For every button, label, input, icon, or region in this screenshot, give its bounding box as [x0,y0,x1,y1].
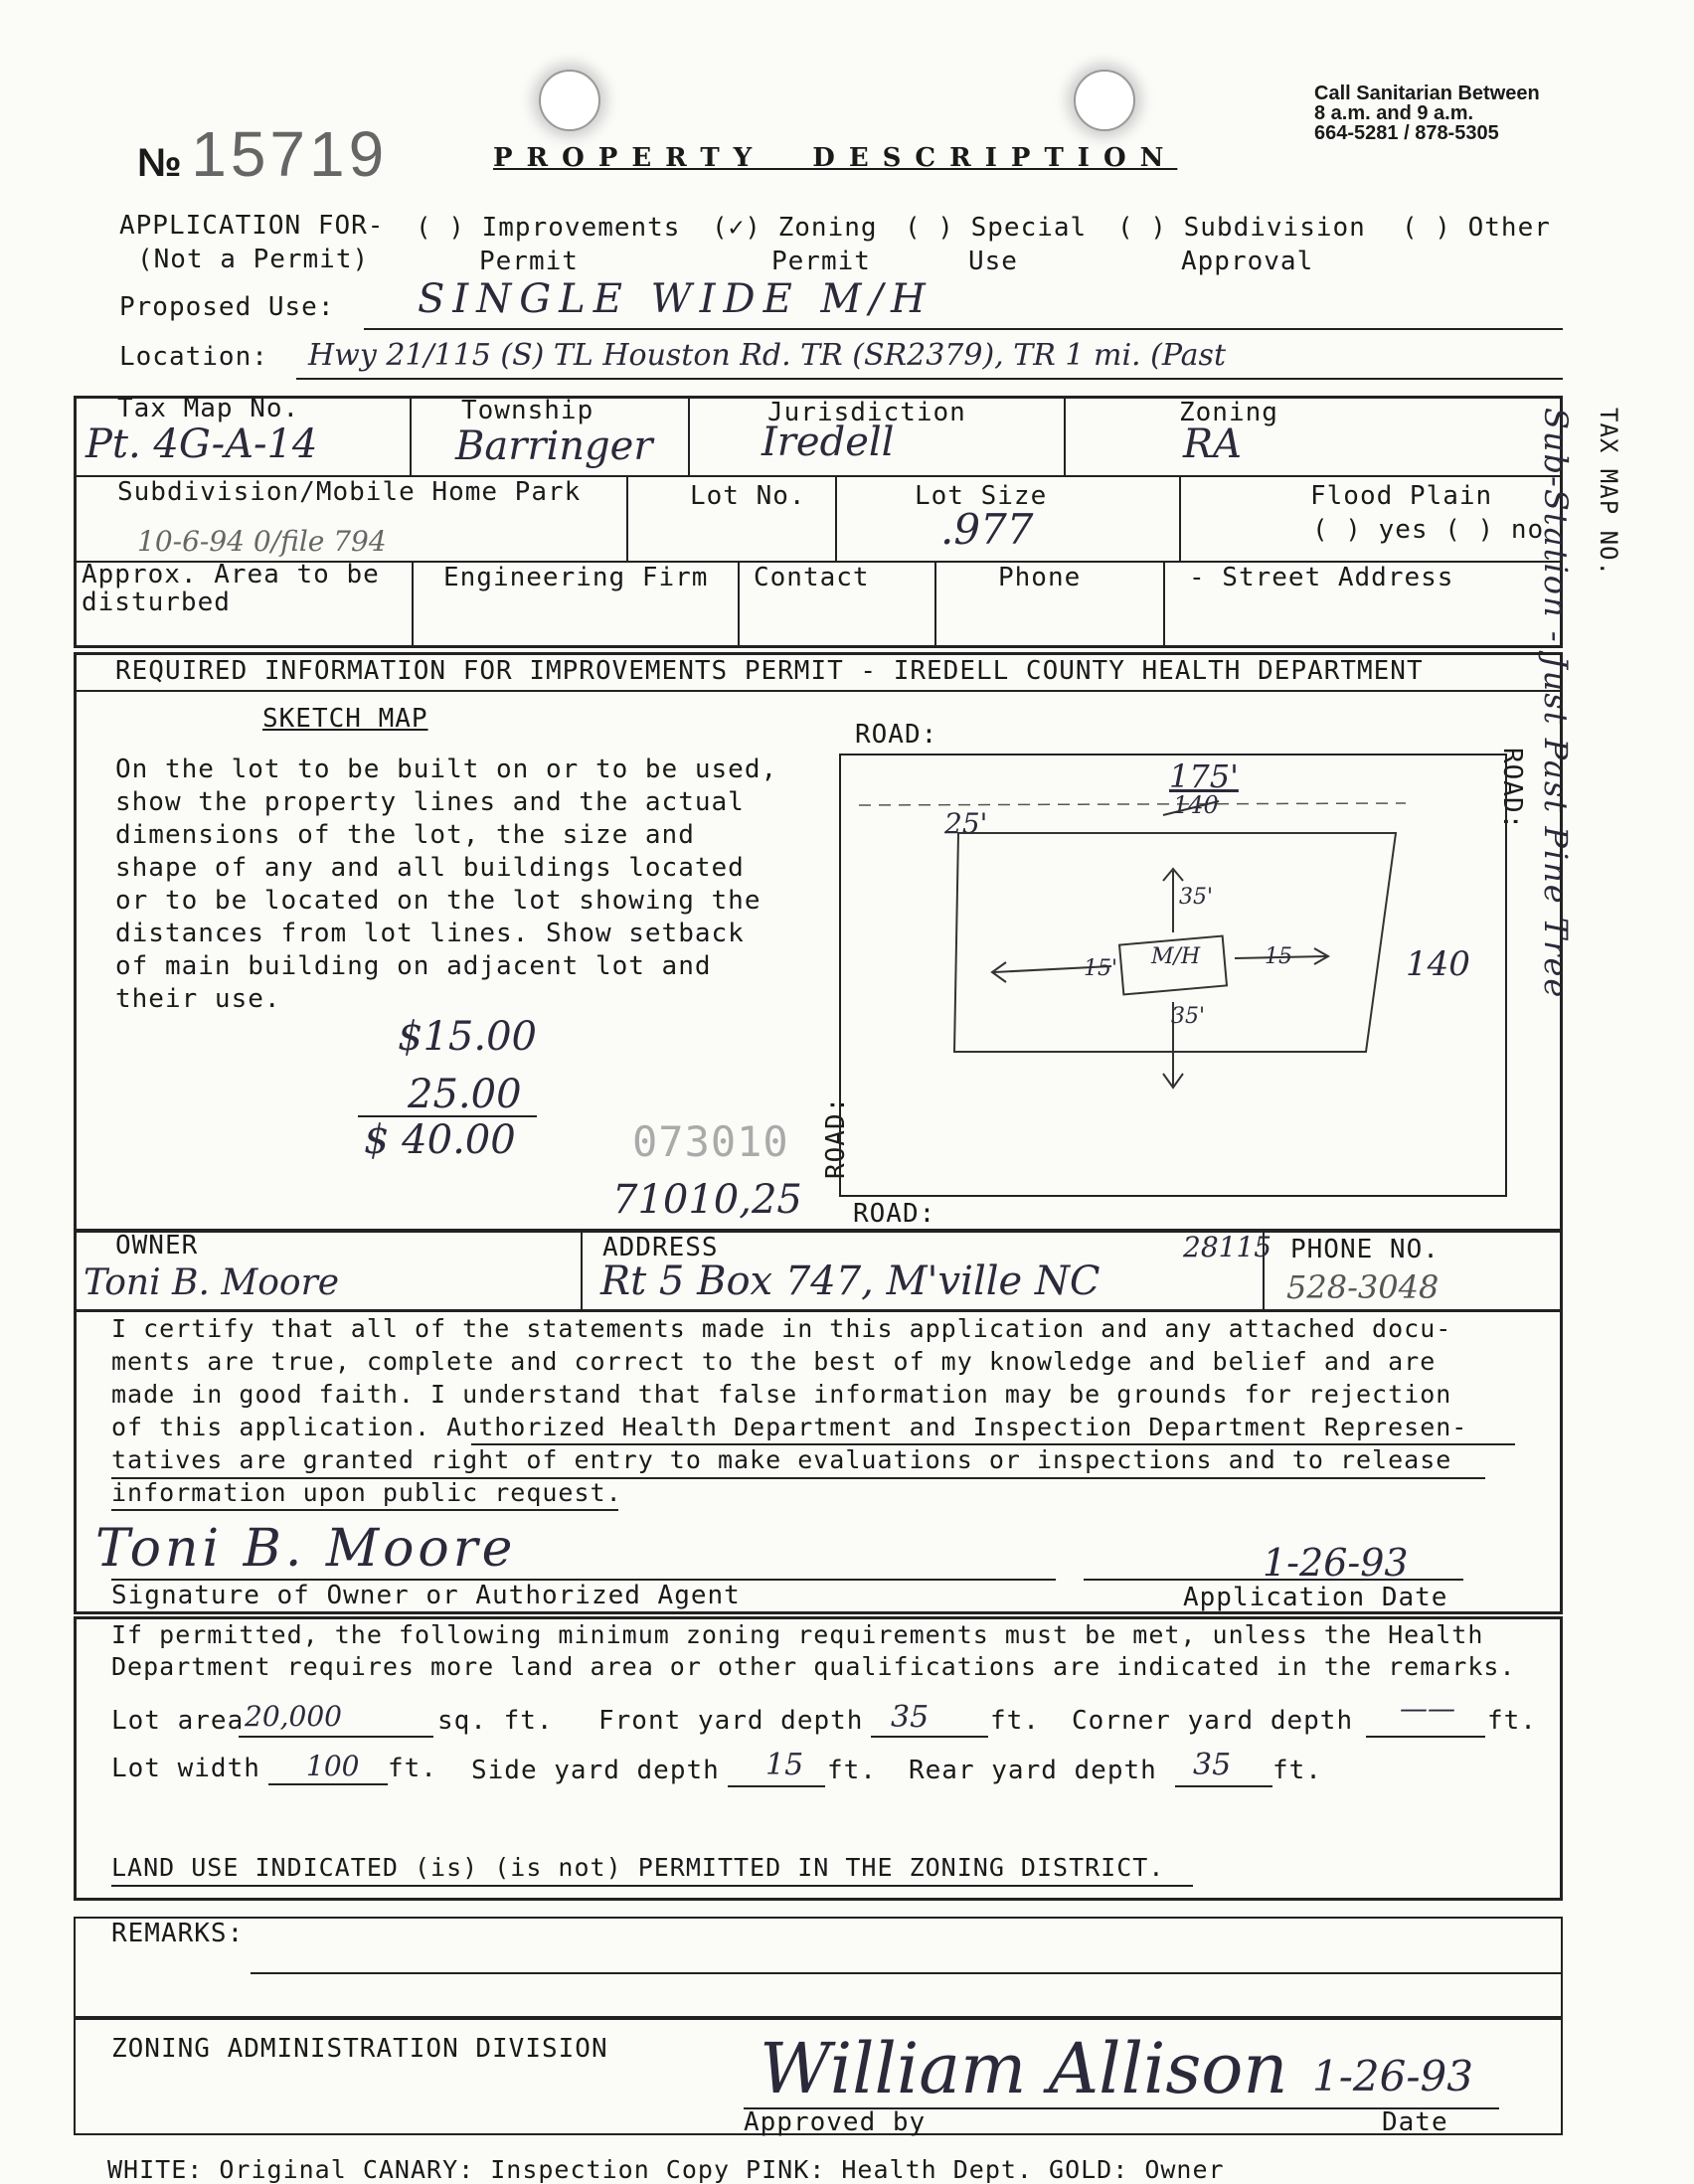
col-divider [1179,475,1181,561]
location-value[interactable]: Hwy 21/115 (S) TL Houston Rd. TR (SR2379), TR 1 mi. (Past [308,338,1226,373]
address-value[interactable]: Rt 5 Box 747, M'ville NC [600,1259,1101,1304]
contact-label: Contact [754,563,870,592]
area-label-1: Approx. Area to be [82,560,380,589]
option-label: Improvements [481,213,681,243]
road-label-right: ROAD: [1497,748,1527,831]
remarks-line [251,1972,1561,1974]
proposed-use-line [364,328,1563,330]
col-divider [626,475,628,561]
application-for-line2: (Not a Permit) [137,245,370,274]
approver-signature[interactable]: William Allison [760,2028,1288,2109]
application-for-label [119,209,384,276]
fee-total: $ 40.00 [364,1117,516,1163]
col-divider [738,561,740,648]
sketch-top-dim-struck: 140 [1173,791,1219,819]
call-line-2: 8 a.m. and 9 a.m. [1314,102,1474,124]
fee-1: $15.00 [398,1014,537,1060]
flood-plain-options[interactable]: ( ) yes ( ) no [1312,515,1545,545]
call-sanitarian [1314,84,1540,143]
lot-width-unit: ft. [388,1754,437,1783]
location-line [296,378,1563,380]
sketch-left-side: 15' [1084,956,1118,981]
cert-line: of this application. Authorized Health Department and Inspection Department Represen- [111,1413,1468,1441]
option-label: Subdivision [1183,213,1366,243]
cert-line: made in good faith. I understand that false information may be grounds for rejection [111,1380,1452,1409]
address-label: ADDRESS [602,1233,719,1262]
cert-line: ments are true, complete and correct to the best of my knowledge and belief and are [111,1347,1437,1376]
option-mark: ( ) [1117,213,1167,243]
lot-area-value[interactable]: 20,000 [245,1700,342,1733]
cert-line: information upon public request. [111,1478,622,1507]
col-divider [410,396,412,475]
cert-line: I certify that all of the statements made in this application and any attached docu- [111,1314,1452,1343]
option-label-2: Permit [479,247,579,276]
area-label-2: disturbed [82,588,231,617]
side-yard-label: Side yard depth [471,1756,720,1785]
lot-width-line [268,1783,388,1785]
instruction-line: shape of any and all buildings located [115,853,745,883]
zoning-req-line1: If permitted, the following minimum zoning requirements must be met, unless the Health [111,1620,1484,1649]
application-date-label: Application Date [1183,1583,1448,1612]
sketch-map-title: SKETCH MAP [262,704,428,734]
option-mark: ( ) [416,213,465,243]
side-yard-line [728,1785,825,1787]
col-divider [412,561,414,648]
side-yard-unit: ft. [827,1756,877,1785]
sketch-instructions [115,754,777,1016]
township-label: Township [461,396,594,425]
proposed-use-value[interactable]: SINGLE WIDE M/H [418,276,933,322]
sketch-rear-setback: 35' [1171,1004,1206,1029]
owner-signature[interactable]: Toni B. Moore [95,1519,517,1579]
option-label: Zoning [777,213,878,243]
road-label-top: ROAD: [855,720,938,750]
option-other[interactable] [1402,211,1551,245]
instruction-line: show the property lines and the actual [115,787,745,817]
owner-divider [581,1229,583,1312]
option-mark: ( ) [905,213,954,243]
option-zoning[interactable] [712,211,878,278]
col-divider [1064,396,1066,475]
flood-plain-label: Flood Plain [1310,481,1493,511]
side-tax-map-label: TAX MAP NO. [1595,408,1622,577]
lot-no-label: Lot No. [690,481,806,511]
side-handwritten-note: Sub-Station - Just Past Pine Tree [1537,408,1575,1000]
lot-width-value[interactable]: 100 [306,1750,360,1782]
application-date-value[interactable]: 1-26-93 [1263,1541,1409,1585]
punch-hole-right [1074,70,1135,131]
sketch-left-dim: 25' [944,807,988,840]
owner-value[interactable]: Toni B. Moore [84,1262,340,1303]
zoning-division-label: ZONING ADMINISTRATION DIVISION [111,2034,608,2064]
approval-date-label: Date [1382,2107,1448,2137]
lot-top-line [859,803,1406,805]
application-for-line1: APPLICATION FOR- [119,211,385,241]
option-subdivision[interactable] [1117,211,1366,278]
street-address-label: - Street Address [1189,563,1454,592]
phone-no-value[interactable]: 528-3048 [1286,1268,1440,1306]
owner-label: OWNER [115,1231,199,1260]
instruction-line: or to be located on the lot showing the [115,886,762,916]
area-disturbed-label [82,561,380,616]
sketch-right-dim: 140 [1406,944,1470,984]
option-label-2: Approval [1181,247,1314,276]
side-yard-value[interactable]: 15 [765,1748,804,1782]
col-divider [688,396,690,475]
sketch-home-label: M/H [1151,944,1201,969]
engineering-firm-label: Engineering Firm [443,563,709,592]
lot-size-value[interactable]: .977 [940,505,1034,554]
rear-yard-line [1175,1785,1272,1787]
number-value: 15719 [191,118,389,190]
rear-yard-value[interactable]: 35 [1193,1748,1232,1782]
road-label-left: ROAD: [821,1095,851,1179]
front-yard-value[interactable]: 35 [891,1700,930,1735]
col-divider [1163,561,1165,648]
zoning-req-line2: Department requires more land area or other qualifications are indicated in the remarks. [111,1652,1516,1681]
lot-width-label: Lot width [111,1754,260,1783]
jurisdiction-value[interactable]: Iredell [762,420,895,465]
col-divider [835,475,837,561]
copy-distribution-footer: WHITE: Original CANARY: Inspection Copy PINK: Health Dept. GOLD: Owner [107,2155,1225,2184]
date-line [1084,1579,1463,1581]
remarks-label: REMARKS: [111,1919,245,1948]
land-use-statement: LAND USE INDICATED (is) (is not) PERMITTED IN THE ZONING DISTRICT. [111,1853,1165,1882]
certification-text [111,1312,1467,1509]
option-label: Special [970,213,1088,243]
option-label: Other [1467,213,1551,243]
rear-yard-unit: ft. [1272,1756,1322,1785]
required-heading: REQUIRED INFORMATION FOR IMPROVEMENTS PERMIT - IREDELL COUNTY HEALTH DEPARTMENT [115,656,1424,686]
front-yard-unit: ft. [990,1706,1040,1736]
township-value[interactable]: Barringer [455,423,653,469]
signature-label: Signature of Owner or Authorized Agent [111,1581,741,1610]
page-title: PROPERTY DESCRIPTION [493,143,1178,173]
option-label-2: Use [968,247,1018,276]
subdivision-value[interactable]: 10-6-94 0/file 794 [137,525,387,558]
subdivision-label: Subdivision/Mobile Home Park [117,477,582,507]
option-special-use[interactable] [905,211,1087,278]
cert-underline [471,1443,1515,1445]
jurisdiction-label: Jurisdiction [767,398,966,427]
corner-yard-value[interactable]: —— [1400,1692,1455,1725]
form-number [137,117,388,191]
remarks-box [74,1917,1563,2018]
lot-area-label: Lot area [111,1706,245,1736]
corner-yard-unit: ft. [1487,1706,1537,1736]
punch-hole-left [539,70,600,131]
cert-underline [111,1509,618,1511]
sqft-unit: sq. ft. [437,1706,554,1736]
approved-by-label: Approved by [744,2107,927,2137]
tax-map-label: Tax Map No. [117,394,300,423]
col-divider [934,561,936,648]
option-mark: (✓) [712,213,762,243]
sketch-right-side: 15 [1265,944,1292,969]
sketch-front-setback: 35' [1179,885,1214,910]
call-line-1: Call Sanitarian Between [1314,83,1540,104]
fee-2: 25.00 [408,1072,522,1117]
receipt-number: 71010,25 [612,1177,802,1223]
corner-yard-line [1366,1736,1485,1738]
front-yard-label: Front yard depth [598,1706,864,1736]
phone-no-label: PHONE NO. [1290,1235,1440,1264]
date-stamp: 073010 [632,1117,789,1166]
corner-yard-label: Corner yard depth [1072,1706,1354,1736]
zoning-value[interactable]: RA [1183,421,1243,467]
zoning-label: Zoning [1179,398,1278,427]
rear-yard-label: Rear yard depth [909,1756,1157,1785]
instruction-line: dimensions of the lot, the size and [115,820,695,850]
option-label-2: Permit [771,247,871,276]
sketch-top-dim: 175' [1169,757,1239,795]
required-heading-divider [74,690,1563,692]
instruction-line: On the lot to be built on or to be used, [115,755,778,784]
approval-date-value[interactable]: 1-26-93 [1312,2052,1473,2100]
road-label-bottom: ROAD: [853,1199,936,1229]
proposed-use-label: Proposed Use: [119,292,335,322]
cert-line: tatives are granted right of entry to make evaluations or inspections and to release [111,1445,1452,1474]
option-improvements[interactable] [416,211,680,278]
front-yard-line [871,1736,988,1738]
number-prefix: № [137,141,182,185]
instruction-line: distances from lot lines. Show setback [115,919,745,948]
location-label: Location: [119,342,268,372]
option-mark: ( ) [1402,213,1451,243]
tax-map-value[interactable]: Pt. 4G-A-14 [85,421,318,467]
phone-label: Phone [998,563,1082,592]
cert-underline [111,1477,1485,1479]
instruction-line: their use. [115,984,281,1014]
instruction-line: of main building on adjacent lot and [115,951,712,981]
lot-size-label: Lot Size [915,481,1048,511]
land-use-line [111,1885,1193,1887]
call-line-3: 664-5281 / 878-5305 [1314,122,1499,144]
lot-area-line [239,1736,433,1738]
address-zip: 28115 [1183,1231,1272,1263]
